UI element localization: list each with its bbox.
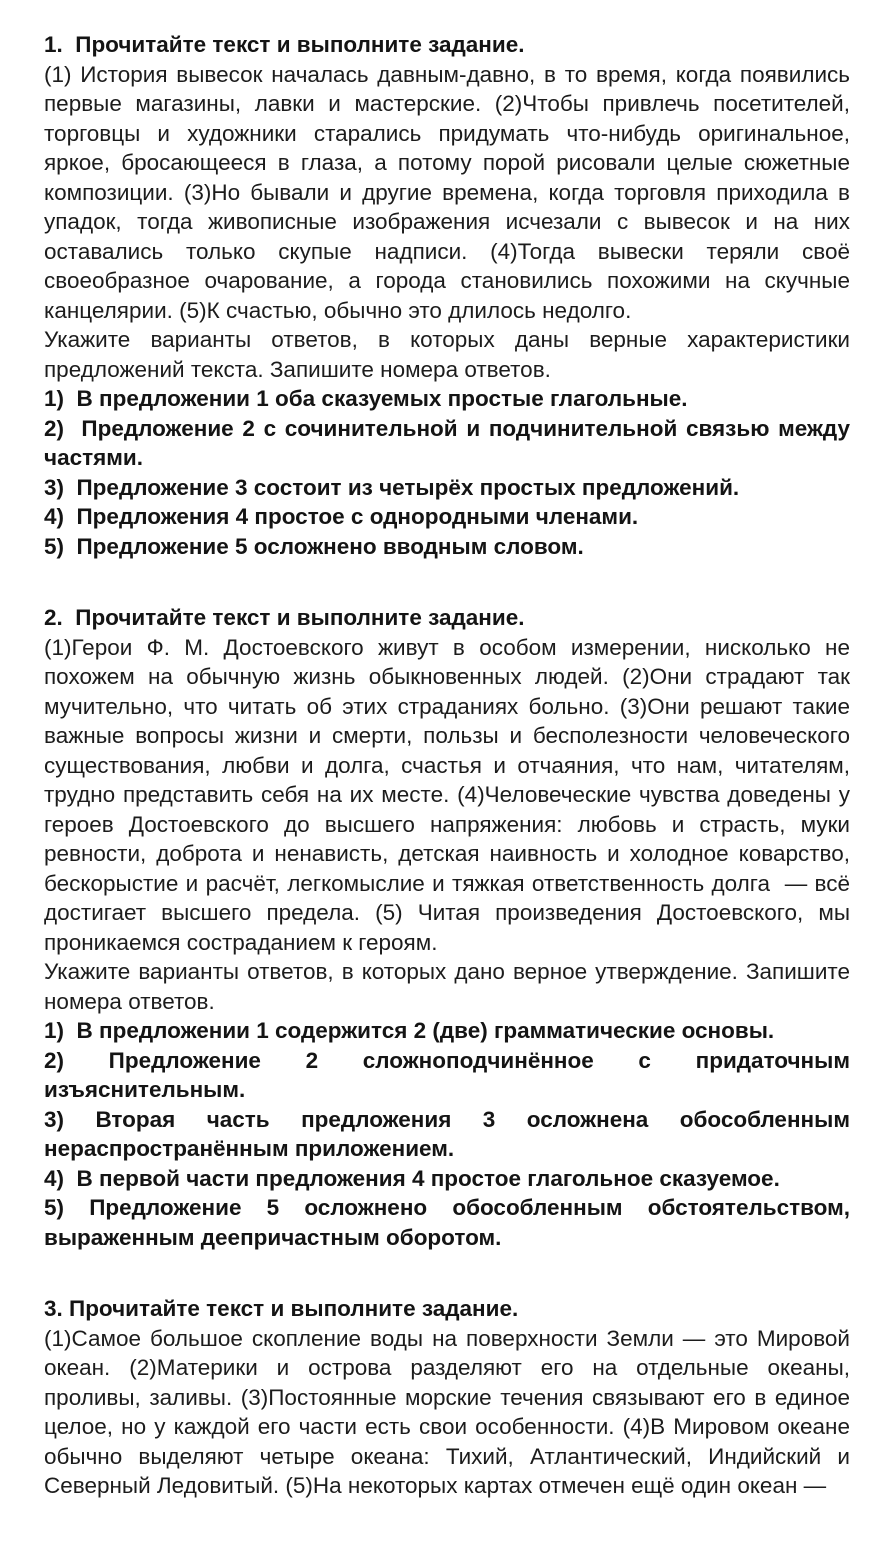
- task-3-heading: 3. Прочитайте текст и выполните задание.: [44, 1296, 519, 1321]
- task-2-instruction: Укажите варианты ответов, в которых дано верное утверждение. Запишите номера ответов.: [44, 959, 850, 1014]
- task-1-instruction: Укажите варианты ответов, в которых даны верные характеристики предложений текста. Запишите номера ответов.: [44, 327, 850, 382]
- task-1-option-4: 4) Предложения 4 простое с однородными членами.: [44, 504, 639, 529]
- task-2-option-5: 5) Предложение 5 осложнено обособленным обстоятельством, выраженным деепричастным оборотом.: [44, 1195, 850, 1250]
- task-1: [44, 30, 850, 561]
- task-2-option-4: 4) В первой части предложения 4 простое глагольное сказуемое.: [44, 1165, 780, 1191]
- task-1-heading: 1. Прочитайте текст и выполните задание.: [44, 32, 525, 57]
- task-3: [44, 1294, 850, 1501]
- task-1-option-3: 3) Предложение 3 состоит из четырёх простых предложений.: [44, 474, 740, 500]
- task-1-option-2: 2) Предложение 2 с сочинительной и подчинительной связью между частями.: [44, 415, 850, 470]
- task-1-option-5: 5) Предложение 5 осложнено вводным словом.: [44, 533, 584, 559]
- task-2: [44, 603, 850, 1252]
- task-2-option-2: 2) Предложение 2 сложноподчинённое с придаточным изъяснительным.: [44, 1047, 850, 1102]
- task-2-option-3: 3) Вторая часть предложения 3 осложнена обособленным нераспространённым приложением.: [44, 1106, 850, 1161]
- task-2-text: (1)Герои Ф. М. Достоевского живут в особом измерении, нисколько не похожем на обычную жизнь обыкновенных людей. (2)Они страдают так мучительно, что читать об этих страданиях больно. (3)Они решают такие важные вопросы жизни и смерти, пользы и бесполезности человеческого существования, любви и долга, счастья и отчаяния, что нам, читателям, трудно представить себя на их месте. (4)Человеческие чувства доведены у героев Достоевского до высшего напряжения: любовь и страсть, муки ревности, доброта и ненависть, детская наивность и холодное коварство, бескорыстие и расчёт, легкомыслие и тяжкая ответственность долга — всё достигает высшего предела. (5) Читая произведения Достоевского, мы проникаемся состраданием к героям.: [44, 634, 850, 955]
- task-1-text: (1) История вывесок началась давным-давно, в то время, когда появились первые магазины, лавки и мастерские. (2)Чтобы привлечь посетителей, торговцы и художники старались придумать что-нибудь оригинальное, яркое, бросающееся в глаза, а потому порой рисовали целые сюжетные композиции. (3)Но бывали и другие времена, когда торговля приходила в упадок, тогда живописные изображения исчезали с вывесок и на них оставались только скупые надписи. (4)Тогда вывески теряли своё своеобразное очарование, а города становились похожими на скучные канцелярии. (5)К счастью, обычно это длилось недолго.: [44, 61, 850, 323]
- task-3-text: (1)Самое большое скопление воды на поверхности Земли — это Мировой океан. (2)Материки и острова разделяют его на отдельные океаны, проливы, заливы. (3)Постоянные морские течения связывают его в единое целое, но у каждой его части есть свои особенности. (4)В Мировом океане обычно выделяют четыре океана: Тихий, Атлантический, Индийский и Северный Ледовитый. (5)На некоторых картах отмечен ещё один океан —: [44, 1325, 850, 1498]
- task-2-option-1: 1) В предложении 1 содержится 2 (две) грамматические основы.: [44, 1018, 775, 1043]
- task-2-heading: 2. Прочитайте текст и выполните задание.: [44, 605, 525, 630]
- task-1-option-1: 1) В предложении 1 оба сказуемых простые глагольные.: [44, 386, 688, 411]
